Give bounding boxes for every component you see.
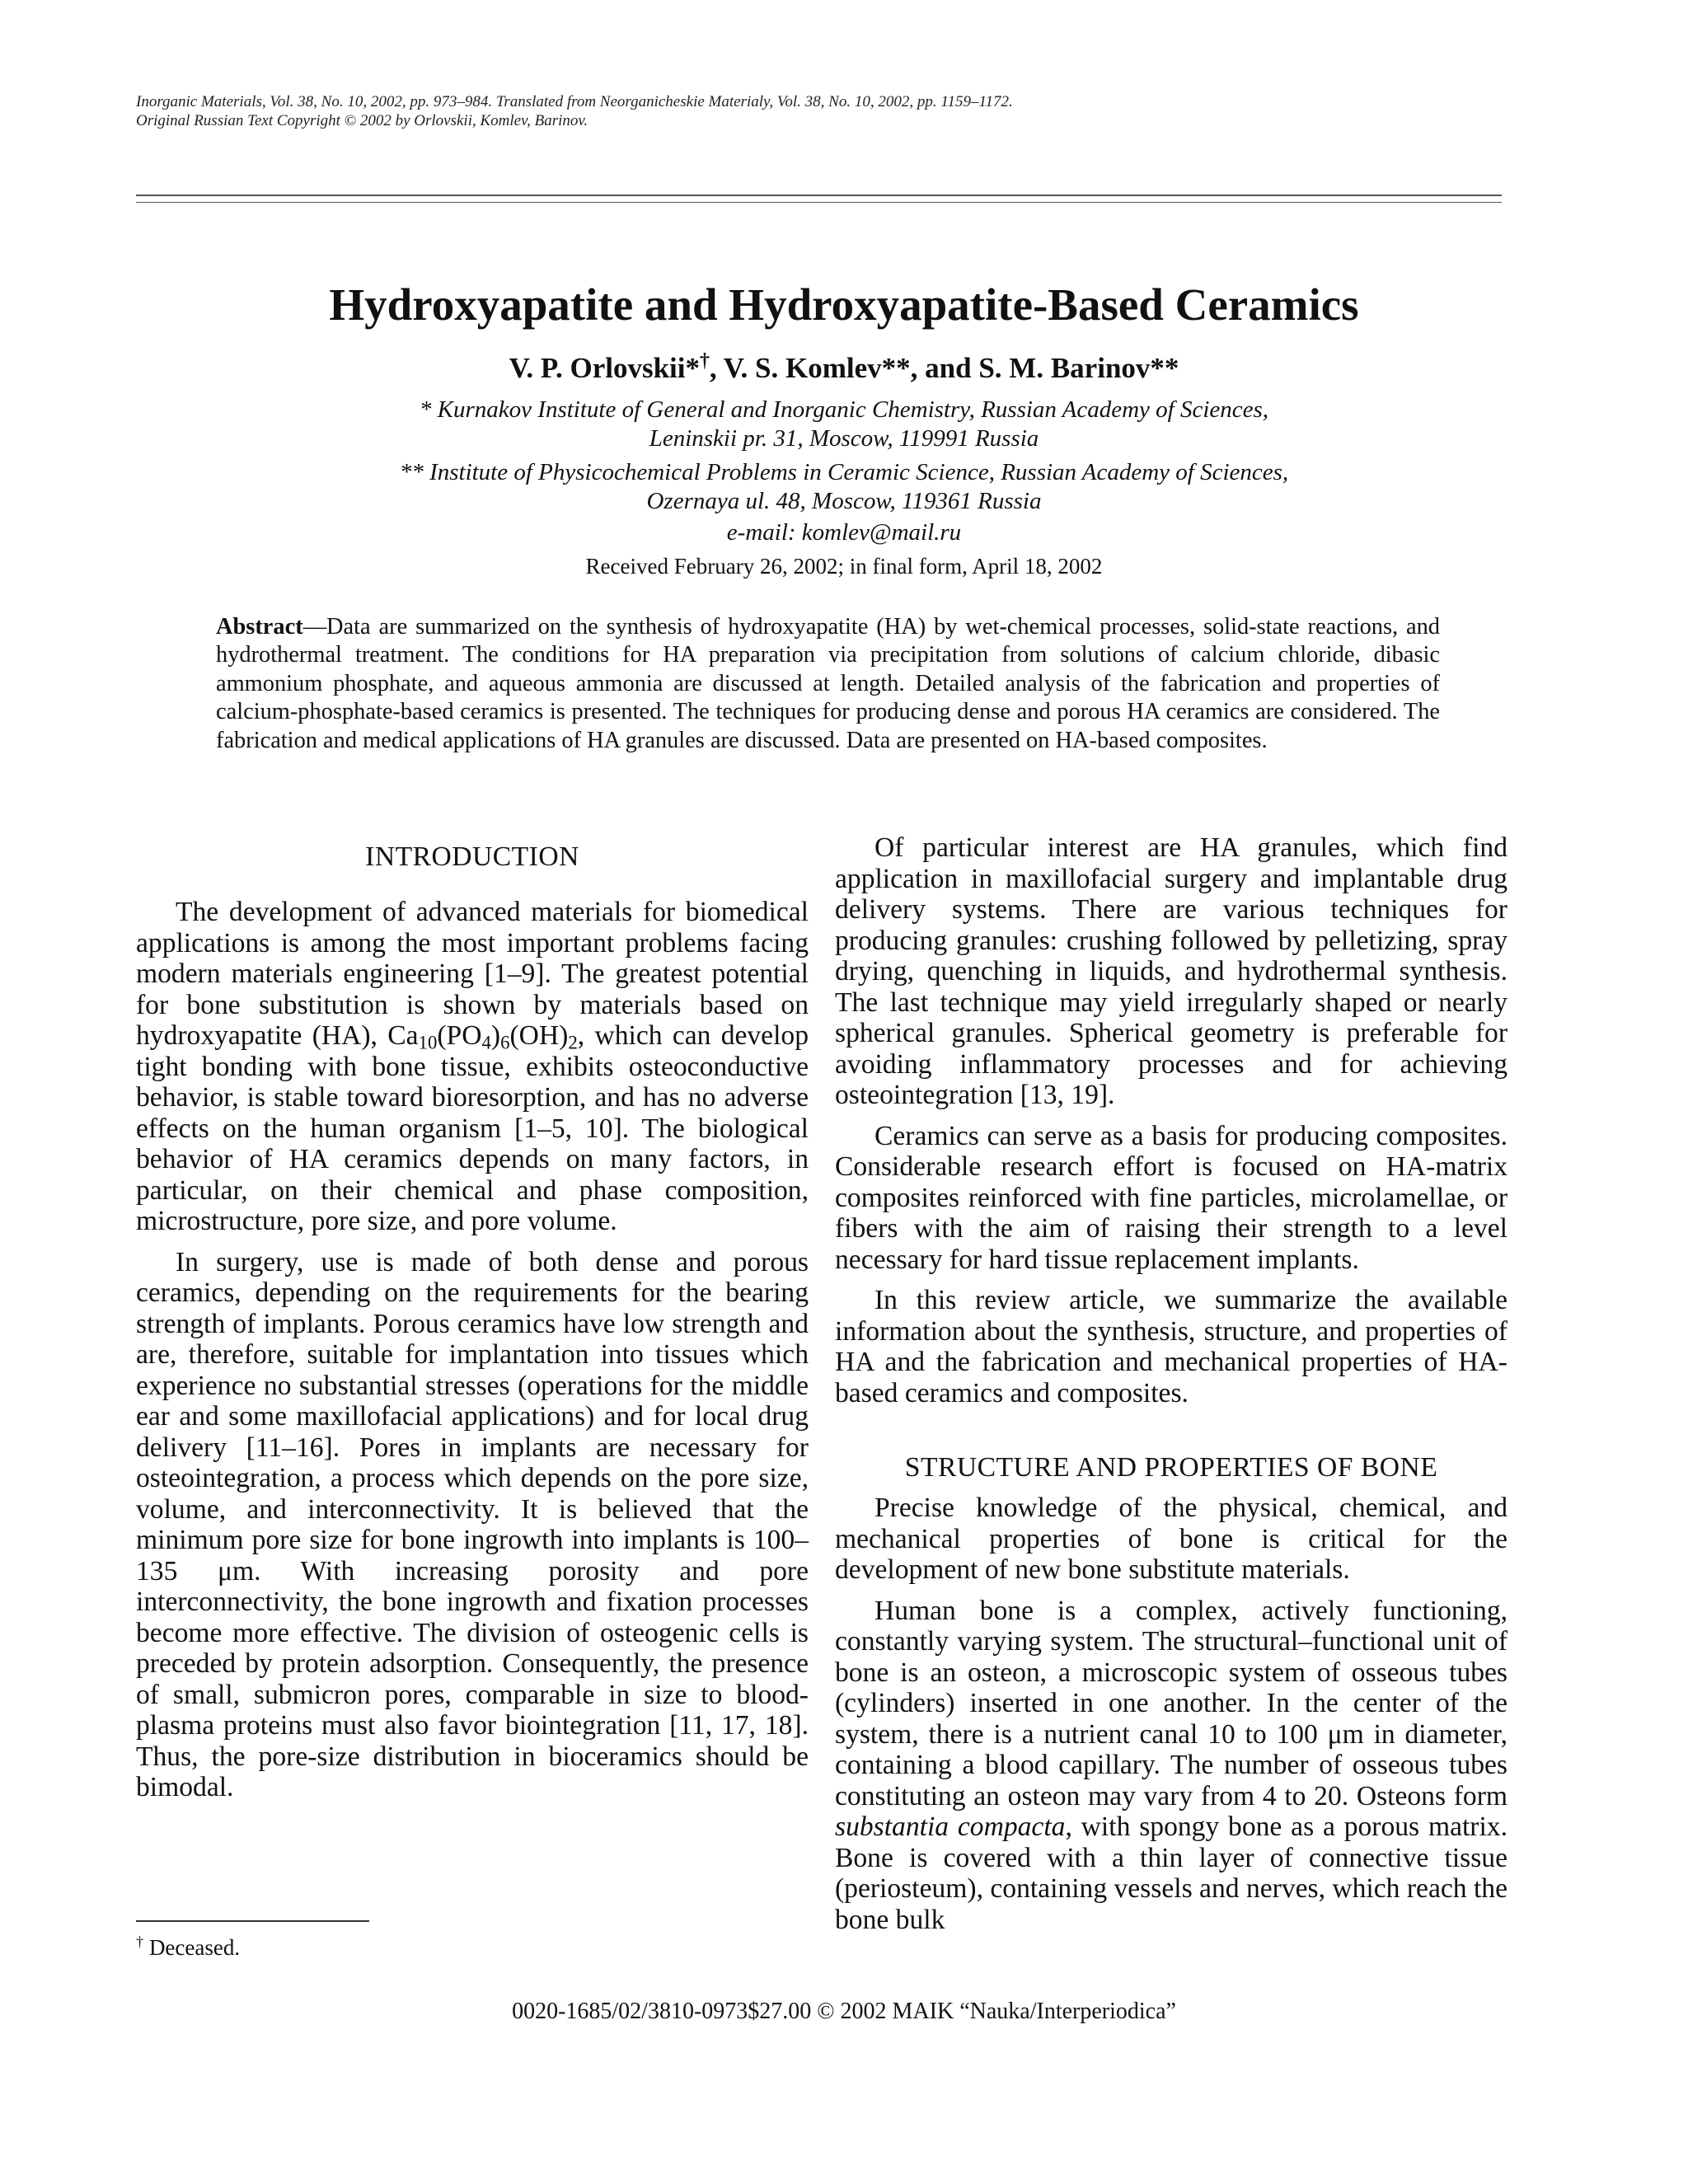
subscript: 10 <box>418 1032 438 1053</box>
author-1: V. P. Orlovskii* <box>509 352 701 384</box>
right-paragraph-2: Ceramics can serve as a basis for producing composites. Considerable research effort is focused on HA-matrix composites reinforced with fine particles, microlamellae, or fibers with the aim of raising their strength to a level necessary for hard tissue replacement implants. <box>835 1120 1507 1275</box>
right-paragraph-3: In this review article, we summarize the available information about the synthesis, structure, and properties of HA and the fabrication and mechanical properties of HA-based ceramics and composites. <box>835 1285 1507 1408</box>
right-paragraph-4: Precise knowledge of the physical, chemical, and mechanical properties of bone is critical for the development of new bone substitute materials. <box>835 1493 1507 1585</box>
intro-paragraph-1 <box>136 897 809 1237</box>
affiliation-2 <box>0 458 1688 516</box>
text-run: , with spongy bone as a porous matrix. Bone is covered with a thin layer of connective tissue (periosteum), containing vessels and nerves, which reach the bone bulk <box>835 1811 1507 1935</box>
text-run: (PO <box>437 1020 482 1051</box>
abstract-text: —Data are summarized on the synthesis of hydroxyapatite (HA) by wet-chemical processes, solid-state reactions, and hydrothermal treatment. The conditions for HA preparation via precipitation from solutions of calcium chloride, dibasic ammonium phosphate, and aqueous ammonia are discussed at length. Detailed analysis of the fabrication and properties of calcium-phosphate-based ceramics is presented. The techniques for producing dense and porous HA ceramics are considered. The fabrication and medical applications of HA granules are discussed. Data are presented on HA-based composites. <box>216 614 1440 753</box>
right-column <box>835 832 1507 1945</box>
email-line: e-mail: komlev@mail.ru <box>726 519 962 546</box>
affiliation-1 <box>0 396 1688 453</box>
header-rule-bottom <box>136 202 1502 203</box>
left-column <box>136 832 809 1813</box>
copyright-line: Original Russian Text Copyright © 2002 by Orlovskii, Komlev, Barinov. <box>136 112 588 129</box>
journal-header <box>136 92 1537 130</box>
header-rule-top <box>136 194 1502 196</box>
dagger-mark: † <box>700 349 710 372</box>
affiliation-1-line-1: * Kurnakov Institute of General and Inorganic Chemistry, Russian Academy of Sciences, <box>419 396 1269 423</box>
text-run: Human bone is a complex, actively functioning, constantly varying system. The structural–functional unit of bone is an osteon, a microscopic system of osseous tubes (cylinders) inserted in one another. In the center of the system, there is a nutrient canal 10 to 100 μm in diameter, containing a blood capillary. The number of osseous tubes constituting an osteon may vary from 4 to 20. Osteons form <box>835 1595 1507 1811</box>
abstract-label: Abstract <box>216 614 303 640</box>
footnote-rule <box>136 1920 369 1922</box>
right-paragraph-5 <box>835 1596 1507 1936</box>
subscript: 4 <box>481 1032 491 1053</box>
author-line <box>0 350 1688 387</box>
page-footer: 0020-1685/02/3810-0973$27.00 © 2002 MAIK “Nauka/Interperiodica” <box>512 1999 1176 2024</box>
footnote-text: Deceased. <box>143 1935 241 1960</box>
affiliation-2-line-2: Ozernaya ul. 48, Moscow, 119361 Russia <box>646 488 1042 514</box>
italic-term: substantia compacta <box>835 1811 1066 1842</box>
paper-title: Hydroxyapatite and Hydroxyapatite-Based Ceramics <box>329 279 1359 330</box>
subscript: 6 <box>500 1032 510 1053</box>
intro-paragraph-2: In surgery, use is made of both dense and porous ceramics, depending on the requirements for the bearing strength of implants. Porous ceramics have low strength and are, therefore, suitable for implantation into tissues which experience no substantial stresses (operations for the middle ear and some maxillofacial applications) and for local drug delivery [11–16]. Pores in implants are necessary for osteointegration, a process which depends on the pore size, volume, and interconnectivity. It is believed that the minimum pore size for bone ingrowth into implants is 100–135 μm. With increasing porosity and pore interconnectivity, the bone ingrowth and fixation processes become more effective. The division of osteogenic cells is preceded by protein adsorption. Consequently, the presence of small, submicron pores, comparable in size to blood-plasma proteins must also favor biointegration [11, 17, 18]. Thus, the pore-size distribution in bioceramics should be bimodal. <box>136 1246 809 1802</box>
text-run: (OH) <box>509 1020 569 1051</box>
text-run: The development of advanced materials for biomedical applications is among the most important problems facing modern materials engineering [1–9]. The greatest potential for bone substitution is shown by materials based on hydroxyapatite (HA), Ca <box>136 897 809 1051</box>
footnote-mark: † <box>136 1933 144 1950</box>
subscript: 2 <box>568 1032 578 1053</box>
affiliation-2-line-1: ** Institute of Physicochemical Problems in Ceramic Science, Russian Academy of Sciences, <box>399 459 1289 485</box>
text-run: ) <box>490 1020 501 1051</box>
right-paragraph-1: Of particular interest are HA granules, which find application in maxillofacial surgery and implantable drug delivery systems. There are various techniques for producing granules: crushing followed by pelletizing, spray drying, quenching in liquids, and hydrothermal synthesis. The last technique may yield irregularly shaped or nearly spherical granules. Spherical geometry is preferable for avoiding inflammatory processes and for achieving osteointegration [13, 19]. <box>835 832 1507 1110</box>
section-heading-introduction: INTRODUCTION <box>365 841 579 872</box>
abstract <box>216 613 1440 755</box>
affiliation-1-line-2: Leninskii pr. 31, Moscow, 119991 Russia <box>649 425 1039 452</box>
citation-line: Inorganic Materials, Vol. 38, No. 10, 2002, pp. 973–984. Translated from Neorganicheskie Materialy, Vol. 38, No. 10, 2002, pp. 1159–1172. <box>136 93 1013 110</box>
section-heading-structure: STRUCTURE AND PROPERTIES OF BONE <box>904 1452 1438 1483</box>
footnote <box>136 1934 240 1961</box>
authors-rest: , V. S. Komlev**, and S. M. Barinov** <box>709 352 1179 384</box>
text-run: , which can develop tight bonding with bone tissue, exhibits osteoconductive behavior, is stable toward bioresorption, and has no adverse effects on the human organism [1–5, 10]. The biological behavior of HA ceramics depends on many factors, in particular, on their chemical and phase composition, microstructure, pore size, and pore volume. <box>136 1020 809 1236</box>
received-date: Received February 26, 2002; in final form, April 18, 2002 <box>585 554 1103 579</box>
